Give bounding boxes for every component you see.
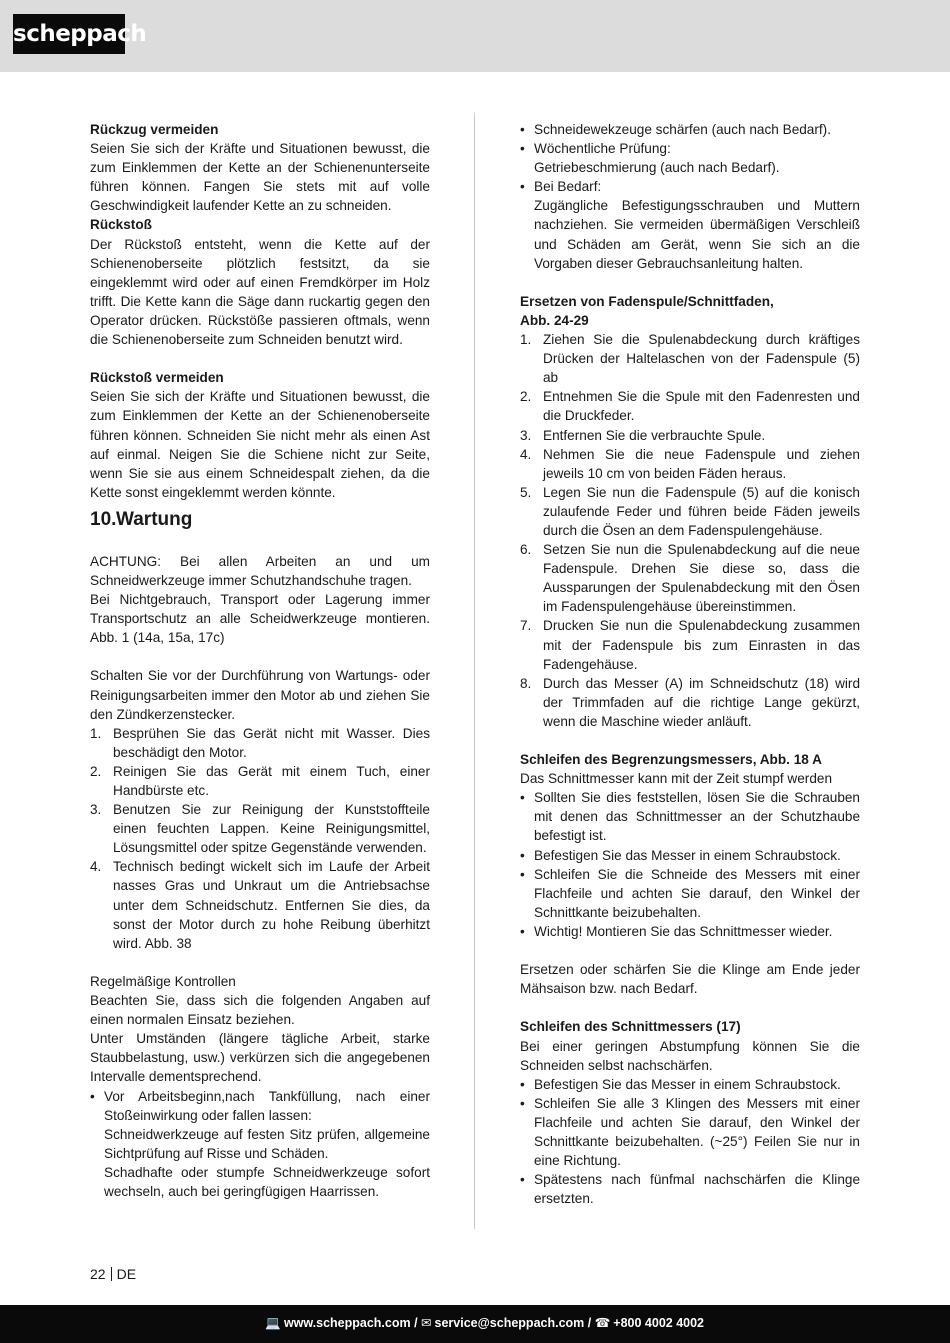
list-item: 6. Setzen Sie nun die Spulenabdeckung auf die neue Fadenspule. Drehen Sie diese so, dass die Aussparungen der Spulenabdeckung mit den Ösen im Fadenspulengehäuse übereinstimmen. <box>520 542 860 615</box>
list-item: • Wichtig! Montieren Sie das Schnittmesser wieder. <box>520 923 833 939</box>
page-number-value: 22 <box>90 1266 106 1282</box>
footer-bar <box>0 1305 950 1343</box>
paragraph-rueckstoss-vermeiden: Seien Sie sich der Kräfte und Situationen bewusst, die zum Einklemmen der Kette an der Schienenoberseite führen können. Schneiden Sie nicht mehr als einen Ast auf einmal. Neigen Sie die Schiene nicht zur Seite, wenn Sie sie aus einem Schneidespalt ziehen, da die Kette sonst eingeklemmt werden könnte. <box>90 389 430 500</box>
scheppach-logo <box>13 14 147 54</box>
paragraph-schnittmesser: Bei einer geringen Abstumpfung können Sie die Schneiden selbst nachschärfen. <box>520 1038 860 1073</box>
vor-sub-2: Schadhafte oder stumpfe Schneidwerkzeuge sofort wechseln, auch bei geringfügigen Haarrissen. <box>104 1164 430 1199</box>
section-title: Wartung <box>116 508 193 530</box>
section-heading-wartung <box>90 508 430 532</box>
list-item: • Spätestens nach fünfmal nachschärfen die Klinge ersetzten. <box>520 1172 860 1207</box>
list-item: • Schleifen Sie alle 3 Klingen des Messers mit einer Flachfeile und achten Sie darauf, den Winkel der Schnittkante beizubehalten. (~25°) Feilen Sie nur in eine Richtung. <box>520 1095 860 1169</box>
top-bullet-3-sub: Zugängliche Befestigungsschrauben und Muttern nachziehen. Sie vermeiden übermäßigen Verschleiß und Schäden am Gerät, wenn Sie sich an die Vorgaben dieser Gebrauchsanleitung halten. <box>534 198 860 271</box>
list-item: 2. Reinigen Sie das Gerät mit einem Tuch, einer Handbürste etc. <box>90 763 430 798</box>
page-number-separator <box>111 1267 112 1281</box>
heading-rueckzug: Rückzug vermeiden <box>90 122 219 137</box>
right-column <box>520 120 860 1208</box>
paragraph-rueckstoss: Der Rückstoß entsteht, wenn die Kette auf der Schienenoberseite plötzlich festsitzt, da sie eingeklemmt wird oder auf einen Fremdkörper im Holz trifft. Die Kette kann die Säge dann ruckartig gegen den Operator drücken. Rückstöße passieren oftmals, wenn die Schienenoberseite zum Schneiden benutzt wird. <box>90 236 430 348</box>
paragraph-ersetzen: Ersetzen oder schärfen Sie die Klinge am Ende jeder Mähsaison bzw. nach Bedarf. <box>520 962 860 997</box>
schnitt-bullet-list <box>520 1075 860 1209</box>
heading-rueckstoss: Rückstoß <box>90 217 152 233</box>
list-item: 1. Besprühen Sie das Gerät nicht mit Wasser. Dies beschädigt den Motor. <box>90 725 430 760</box>
maintenance-steps-list <box>90 724 430 953</box>
footer-contact <box>265 1315 704 1331</box>
heading-rueckstoss-vermeiden: Rückstoß vermeiden <box>90 370 224 386</box>
regel-bullet-list <box>90 1087 430 1125</box>
list-item: • Befestigen Sie das Messer in einem Schraubstock. <box>520 847 841 863</box>
list-item: • Schleifen Sie die Schneide des Messers mit einer Flachfeile und achten Sie darauf, den Winkel der Schnittkante beizubehalten. <box>520 866 860 920</box>
paragraph-regel-1: Beachten Sie, dass sich die folgenden Angaben auf einen normalen Einsatz beziehen. <box>90 993 430 1028</box>
phone-number[interactable]: +800 4002 4002 <box>613 1316 704 1330</box>
list-item: 3. Entfernen Sie die verbrauchte Spule. <box>520 427 766 443</box>
fadenspule-steps-list <box>520 330 860 731</box>
begrenzung-bullet-list <box>520 788 860 941</box>
left-column <box>90 120 430 1201</box>
mail-icon: ✉ <box>421 1316 432 1330</box>
list-item: 1. Ziehen Sie die Spulenabdeckung durch kräftiges Drücken der Haltelaschen von der Fadenspule (5) ab <box>520 332 860 386</box>
footer-separator: / <box>410 1316 422 1330</box>
email-link[interactable]: service@scheppach.com <box>434 1316 585 1330</box>
paragraph-achtung-2: Bei Nichtgebrauch, Transport oder Lagerung immer Transportschutz an alle Scheidwerkzeuge montieren. Abb. 1 (14a, 15a, 17c) <box>90 592 430 646</box>
list-item: 4. Nehmen Sie die neue Fadenspule und ziehen jeweils 10 cm von beiden Fäden heraus. <box>520 446 860 481</box>
page-number <box>90 1265 136 1283</box>
list-item: • Schneidewekzeuge schärfen (auch nach Bedarf). <box>520 122 831 137</box>
top-bullet-list-2 <box>520 177 860 196</box>
list-item: • Befestigen Sie das Messer in einem Schraubstock. <box>520 1076 841 1092</box>
heading-begrenzungsmesser: Schleifen des Begrenzungsmessers, Abb. 18 A <box>520 752 822 768</box>
paragraph-schalten: Schalten Sie vor der Durchführung von Wartungs- oder Reinigungsarbeiten immer den Motor ab und ziehen Sie den Zündkerzenstecker. <box>90 668 430 722</box>
list-item: 8. Durch das Messer (A) im Schneidschutz (18) wird der Trimmfaden auf die richtige Lange gekürzt, wenn die Maschine wieder anläuft. <box>520 675 860 729</box>
list-item: 4. Technisch bedingt wickelt sich im Laufe der Arbeit nasses Gras und Unkraut um die Antriebsachse unter dem Schneidschutz. Entfernen Sie dies, da sonst der Motor durch zu hohe Reibung überhitzt wird. Abb. 38 <box>90 859 430 951</box>
list-item: • Vor Arbeitsbeginn,nach Tankfüllung, nach einer Stoßeinwirkung oder fallen lassen: <box>90 1088 430 1123</box>
vor-sub-1: Schneidwerkzeuge auf festen Sitz prüfen, allgemeine Sichtprüfung auf Risse und Schäden. <box>104 1126 430 1161</box>
phone-icon: ☎ <box>594 1316 611 1330</box>
heading-fadenspule-abb: Abb. 24-29 <box>520 312 589 328</box>
heading-fadenspule: Ersetzen von Fadenspule/Schnittfaden, <box>520 293 774 309</box>
paragraph-rueckzug: Seien Sie sich der Kräfte und Situationen bewusst, die zum Einklemmen der Kette an der Schienenunterseite führen können. Fangen Sie stets mit auf volle Geschwindigkeit laufender Kette an zu schneiden. <box>90 141 430 214</box>
section-number: 10. <box>90 508 117 530</box>
logo-text: scheppach <box>13 21 147 47</box>
footer-separator: / <box>584 1316 595 1330</box>
page-language: DE <box>116 1266 137 1282</box>
list-item: 3. Benutzen Sie zur Reinigung der Kunststoffteile einen feuchten Lappen. Keine Reinigungsmittel, Lösungsmittel oder spitze Gegenstände verwenden. <box>90 802 430 856</box>
list-item: 2. Entnehmen Sie die Spule mit den Fadenresten und die Druckfeder. <box>520 389 860 424</box>
top-bullet-list <box>520 120 860 158</box>
paragraph-begrenzungsmesser: Das Schnittmesser kann mit der Zeit stumpf werden <box>520 771 833 787</box>
list-item: 7. Drucken Sie nun die Spulenabdeckung zusammen mit der Fadenspule bis zum Einrasten in das Fadengehäuse. <box>520 618 860 672</box>
paragraph-achtung-1: ACHTUNG: Bei allen Arbeiten an und um Schneidwerkzeuge immer Schutzhandschuhe tragen. <box>90 553 430 588</box>
column-divider <box>474 113 475 1229</box>
heading-schnittmesser: Schleifen des Schnittmessers (17) <box>520 1019 741 1035</box>
list-item: • Bei Bedarf: <box>520 179 602 195</box>
paragraph-regel-2: Unter Umständen (längere tägliche Arbeit, starke Staubbelastung, usw.) verkürzen sich die angegebenen Intervalle dementsprechend. <box>90 1031 430 1085</box>
list-item: • Wöchentliche Prüfung: <box>520 141 671 157</box>
regel-title: Regelmäßige Kontrollen <box>90 973 236 989</box>
list-item: 5. Legen Sie nun die Fadenspule (5) auf die konisch zulaufende Feder und führen beide Fäden jeweils durch die Ösen an dem Fadenspulengehäuse. <box>520 484 860 538</box>
top-bullet-2-sub: Getriebeschmierung (auch nach Bedarf). <box>534 160 780 176</box>
website-link[interactable]: www.scheppach.com <box>283 1316 411 1330</box>
list-item: • Sollten Sie dies feststellen, lösen Sie die Schrauben mit denen das Schnittmesser an der Schutzhaube befestigt ist. <box>520 790 860 844</box>
computer-icon: 💻 <box>265 1316 281 1330</box>
